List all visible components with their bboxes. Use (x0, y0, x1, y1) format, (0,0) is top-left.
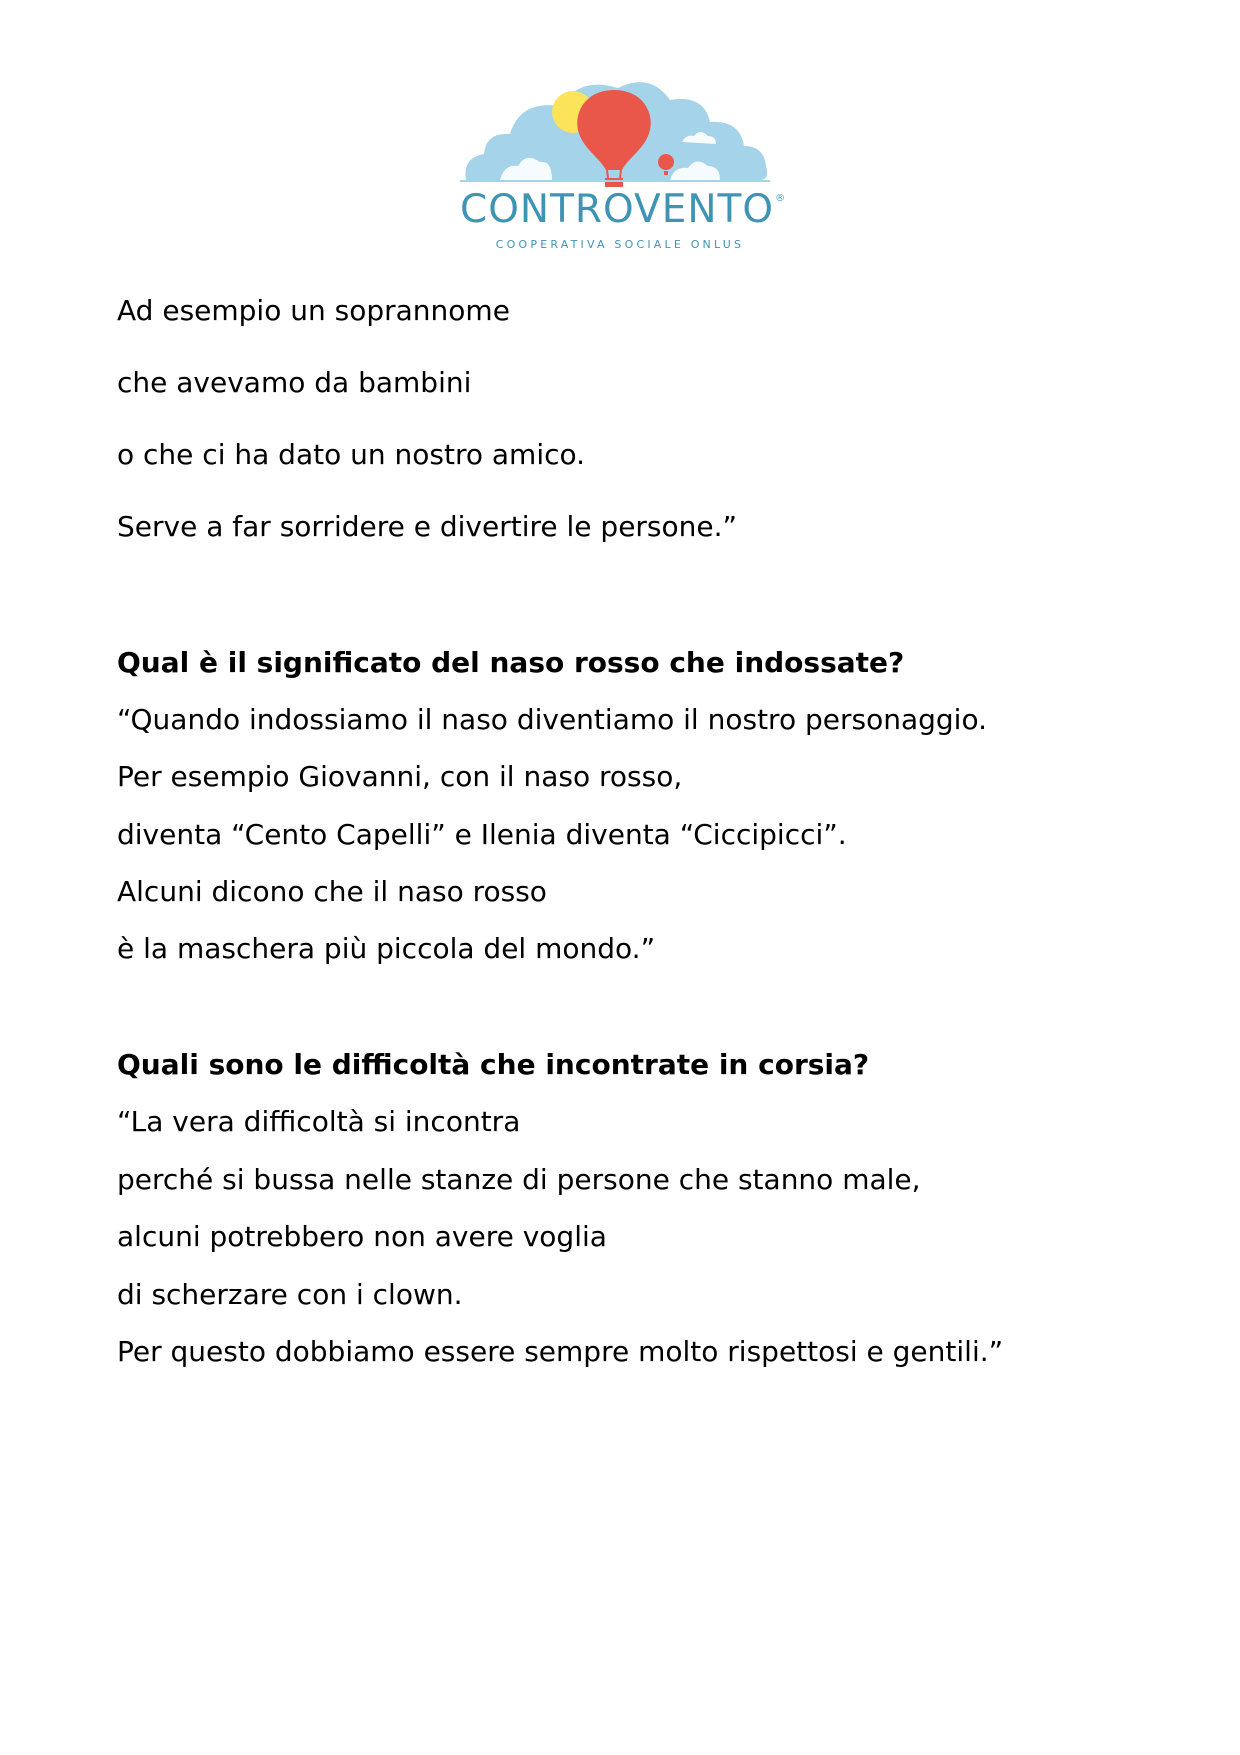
answer-line: perché si bussa nelle stanze di persone che stanno male, (117, 1163, 921, 1196)
question-heading: Quali sono le difficoltà che incontrate in corsia? (117, 1048, 870, 1081)
controvento-logo (460, 70, 787, 260)
answer-line: “La vera difficoltà si incontra (117, 1105, 521, 1138)
answer-line: “Quando indossiamo il naso diventiamo il nostro personaggio. (117, 703, 987, 736)
brand-tagline: COOPERATIVA SOCIALE ONLUS (495, 238, 745, 251)
answer-line: Alcuni dicono che il naso rosso (117, 875, 547, 908)
brand-name: CONTROVENTO® (460, 187, 787, 232)
intro-line: che avevamo da bambini (117, 366, 472, 399)
answer-line: di scherzare con i clown. (117, 1278, 463, 1311)
answer-line: diventa “Cento Capelli” e Ilenia diventa “Ciccipicci”. (117, 818, 847, 851)
intro-line: o che ci ha dato un nostro amico. (117, 438, 586, 471)
answer-line: Per esempio Giovanni, con il naso rosso, (117, 760, 683, 793)
answer-line: alcuni potrebbero non avere voglia (117, 1220, 607, 1253)
intro-line: Serve a far sorridere e divertire le persone.” (117, 510, 738, 543)
intro-line: Ad esempio un soprannome (117, 294, 510, 327)
registered-mark: ® (775, 193, 787, 204)
question-heading: Qual è il significato del naso rosso che indossate? (117, 646, 905, 679)
hot-air-balloon-icon (460, 70, 780, 190)
answer-line: è la maschera più piccola del mondo.” (117, 932, 656, 965)
answer-line: Per questo dobbiamo essere sempre molto rispettosi e gentili.” (117, 1335, 1004, 1368)
